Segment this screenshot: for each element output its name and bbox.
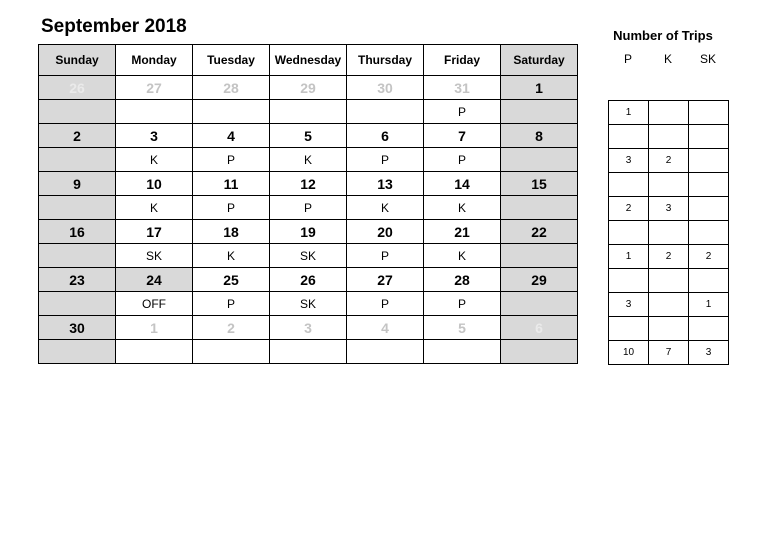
day-number[interactable]: 27 [347, 268, 424, 292]
day-number[interactable]: 11 [193, 172, 270, 196]
day-number[interactable]: 31 [424, 76, 501, 100]
calendar-grid [38, 44, 578, 364]
trips-count-cell[interactable]: 7 [649, 341, 689, 365]
day-note[interactable]: P [347, 292, 424, 316]
day-number[interactable]: 8 [501, 124, 578, 148]
day-number[interactable]: 1 [501, 76, 578, 100]
trips-count-cell[interactable]: 2 [649, 245, 689, 269]
day-note[interactable]: K [193, 244, 270, 268]
day-note[interactable] [501, 292, 578, 316]
week-5-notes-row [39, 292, 578, 316]
day-note[interactable] [270, 340, 347, 364]
trips-week-6-row [609, 341, 729, 365]
trips-blank-cell[interactable] [609, 125, 649, 149]
day-note[interactable]: P [193, 148, 270, 172]
day-number[interactable]: 15 [501, 172, 578, 196]
day-number[interactable]: 19 [270, 220, 347, 244]
week-3-dates-row [39, 172, 578, 196]
trips-count-cell[interactable]: 2 [609, 197, 649, 221]
day-number[interactable]: 23 [39, 268, 116, 292]
trips-blank-cell[interactable] [689, 221, 729, 245]
day-note[interactable] [116, 340, 193, 364]
trips-blank-cell[interactable] [649, 269, 689, 293]
week-2-dates-row [39, 124, 578, 148]
day-number[interactable]: 21 [424, 220, 501, 244]
day-note[interactable]: SK [270, 244, 347, 268]
day-note[interactable]: P [424, 148, 501, 172]
day-number[interactable]: 7 [424, 124, 501, 148]
day-number[interactable]: 14 [424, 172, 501, 196]
trips-spacer-row [609, 173, 729, 197]
day-number[interactable]: 24 [116, 268, 193, 292]
day-note[interactable]: K [347, 196, 424, 220]
trips-count-cell[interactable]: 10 [609, 341, 649, 365]
trips-week-3-row [609, 197, 729, 221]
day-note[interactable]: P [193, 292, 270, 316]
weekday-header-tuesday: Tuesday [193, 45, 270, 76]
trips-count-cell[interactable] [689, 197, 729, 221]
week-5-dates-row [39, 268, 578, 292]
weekday-header-friday: Friday [424, 45, 501, 76]
calendar-title: September 2018 [41, 16, 187, 37]
day-number[interactable]: 26 [270, 268, 347, 292]
day-note[interactable] [270, 100, 347, 124]
day-note[interactable] [347, 340, 424, 364]
trips-count-cell[interactable]: 2 [689, 245, 729, 269]
trips-blank-cell[interactable] [649, 317, 689, 341]
trips-blank-cell[interactable] [689, 173, 729, 197]
trips-blank-cell[interactable] [649, 125, 689, 149]
trips-blank-cell[interactable] [689, 317, 729, 341]
weekday-header-saturday: Saturday [501, 45, 578, 76]
trips-header-k: K [663, 52, 672, 66]
day-note[interactable] [501, 196, 578, 220]
day-number[interactable]: 2 [39, 124, 116, 148]
day-note[interactable]: K [424, 244, 501, 268]
trips-count-cell[interactable] [689, 101, 729, 125]
trips-spacer-row [609, 221, 729, 245]
weekday-header-monday: Monday [116, 45, 193, 76]
trips-count-cell[interactable]: 3 [689, 341, 729, 365]
day-number[interactable]: 27 [116, 76, 193, 100]
day-number[interactable]: 16 [39, 220, 116, 244]
day-note[interactable] [501, 148, 578, 172]
day-number[interactable]: 13 [347, 172, 424, 196]
trips-week-1-row [609, 101, 729, 125]
trips-week-2-row [609, 149, 729, 173]
day-note[interactable]: K [270, 148, 347, 172]
day-note[interactable]: P [347, 148, 424, 172]
day-note[interactable]: K [424, 196, 501, 220]
day-note[interactable]: P [347, 244, 424, 268]
trips-header-sk: SK [699, 52, 716, 66]
trips-spacer-row [609, 269, 729, 293]
week-1-dates-row [39, 76, 578, 100]
day-note[interactable]: SK [116, 244, 193, 268]
trips-count-cell[interactable] [649, 293, 689, 317]
day-number[interactable]: 28 [424, 268, 501, 292]
trips-header-p: P [623, 52, 632, 66]
trips-blank-cell[interactable] [609, 317, 649, 341]
day-note[interactable] [116, 100, 193, 124]
day-note[interactable] [501, 340, 578, 364]
day-note[interactable] [39, 244, 116, 268]
day-number[interactable]: 2 [193, 316, 270, 340]
trips-blank-cell[interactable] [689, 269, 729, 293]
day-note[interactable] [193, 100, 270, 124]
trips-blank-cell[interactable] [609, 221, 649, 245]
day-number[interactable]: 5 [424, 316, 501, 340]
day-note[interactable]: P [424, 100, 501, 124]
day-number[interactable]: 9 [39, 172, 116, 196]
week-4-dates-row [39, 220, 578, 244]
day-number[interactable]: 22 [501, 220, 578, 244]
day-number[interactable]: 26 [39, 76, 116, 100]
trips-blank-cell[interactable] [649, 173, 689, 197]
day-number[interactable]: 25 [193, 268, 270, 292]
day-number[interactable]: 6 [501, 316, 578, 340]
trips-count-cell[interactable]: 1 [609, 245, 649, 269]
day-note[interactable]: SK [270, 292, 347, 316]
day-note[interactable]: P [424, 292, 501, 316]
week-6-notes-row [39, 340, 578, 364]
trips-count-cell[interactable] [649, 101, 689, 125]
day-number[interactable]: 12 [270, 172, 347, 196]
day-note[interactable] [39, 340, 116, 364]
trips-count-cell[interactable] [689, 149, 729, 173]
day-note[interactable] [39, 100, 116, 124]
day-number[interactable]: 1 [116, 316, 193, 340]
day-note[interactable]: K [116, 196, 193, 220]
day-number[interactable]: 29 [501, 268, 578, 292]
trips-week-5-row [609, 293, 729, 317]
trips-count-cell[interactable]: 3 [609, 293, 649, 317]
day-number[interactable]: 6 [347, 124, 424, 148]
day-note[interactable] [39, 148, 116, 172]
trips-blank-cell[interactable] [649, 221, 689, 245]
trips-title: Number of Trips [613, 28, 713, 43]
weekday-header-wednesday: Wednesday [270, 45, 347, 76]
day-number[interactable]: 5 [270, 124, 347, 148]
day-note[interactable] [347, 100, 424, 124]
day-number[interactable]: 3 [116, 124, 193, 148]
day-note[interactable] [39, 196, 116, 220]
day-number[interactable]: 30 [39, 316, 116, 340]
week-4-notes-row [39, 244, 578, 268]
day-note[interactable] [39, 292, 116, 316]
weekday-header-thursday: Thursday [347, 45, 424, 76]
trips-count-cell[interactable]: 1 [689, 293, 729, 317]
day-note[interactable]: P [193, 196, 270, 220]
weekday-header-row [39, 45, 578, 76]
day-note[interactable] [501, 100, 578, 124]
trips-count-cell[interactable]: 2 [649, 149, 689, 173]
week-1-notes-row [39, 100, 578, 124]
day-number[interactable]: 4 [193, 124, 270, 148]
trips-header-row [608, 52, 730, 68]
day-number[interactable]: 3 [270, 316, 347, 340]
day-note[interactable] [193, 340, 270, 364]
day-number[interactable]: 10 [116, 172, 193, 196]
day-number[interactable]: 29 [270, 76, 347, 100]
week-6-dates-row [39, 316, 578, 340]
trips-week-4-row [609, 245, 729, 269]
trips-spacer-row [609, 125, 729, 149]
weekday-header-sunday: Sunday [39, 45, 116, 76]
day-number[interactable]: 4 [347, 316, 424, 340]
trips-spacer-row [609, 317, 729, 341]
day-note[interactable]: K [116, 148, 193, 172]
day-note[interactable] [501, 244, 578, 268]
trips-count-cell[interactable]: 3 [609, 149, 649, 173]
day-number[interactable]: 30 [347, 76, 424, 100]
trips-blank-cell[interactable] [609, 173, 649, 197]
week-2-notes-row [39, 148, 578, 172]
day-number[interactable]: 17 [116, 220, 193, 244]
trips-count-cell[interactable]: 1 [609, 101, 649, 125]
day-note[interactable]: P [270, 196, 347, 220]
day-note[interactable] [424, 340, 501, 364]
trips-blank-cell[interactable] [609, 269, 649, 293]
day-number[interactable]: 20 [347, 220, 424, 244]
day-note[interactable]: OFF [116, 292, 193, 316]
trips-count-cell[interactable]: 3 [649, 197, 689, 221]
trips-table [608, 100, 729, 365]
trips-blank-cell[interactable] [689, 125, 729, 149]
day-number[interactable]: 18 [193, 220, 270, 244]
week-3-notes-row [39, 196, 578, 220]
day-number[interactable]: 28 [193, 76, 270, 100]
